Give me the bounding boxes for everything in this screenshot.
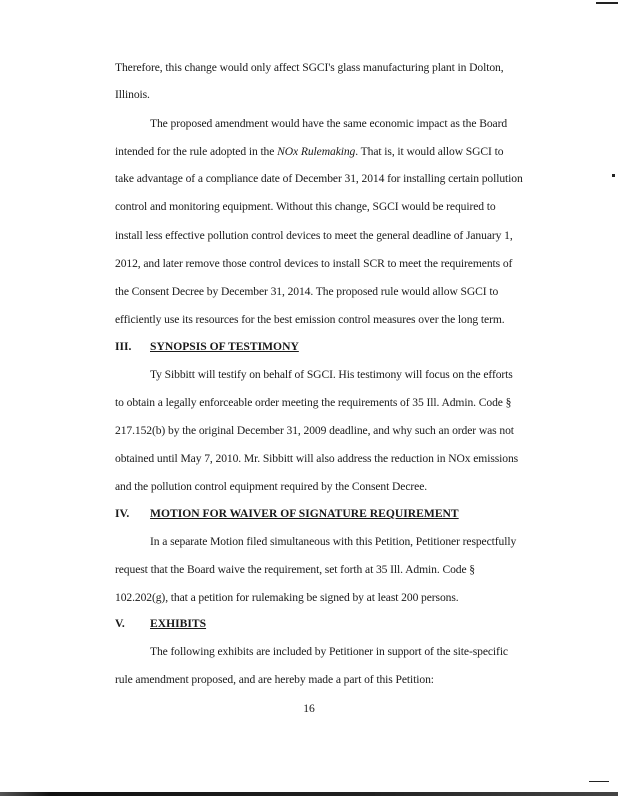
body-line: Therefore, this change would only affect SGCI's glass manufacturing plant in Dolton,: [115, 61, 504, 74]
body-line: The proposed amendment would have the same economic impact as the Board: [150, 117, 508, 130]
scan-bottom-edge: [0, 792, 618, 796]
italic-term: NOx Rulemaking: [277, 145, 356, 158]
body-line: the Consent Decree by December 31, 2014. The proposed rule would allow SGCI to: [115, 285, 499, 298]
section-number: III.: [115, 340, 132, 353]
body-line: install less effective pollution control devices to meet the general deadline of January 1,: [115, 229, 513, 242]
body-line: Ty Sibbitt will testify on behalf of SGCI. His testimony will focus on the efforts: [150, 368, 513, 381]
section-number: V.: [115, 617, 125, 630]
section-title: EXHIBITS: [150, 617, 207, 630]
page-number: 16: [303, 702, 315, 715]
body-line: Illinois.: [115, 88, 150, 101]
section-number: IV.: [115, 507, 130, 520]
body-line: to obtain a legally enforceable order meeting the requirements of 35 Ill. Admin. Code §: [115, 396, 512, 409]
body-line: and the pollution control equipment required by the Consent Decree.: [115, 480, 428, 493]
body-line-with-italic: [115, 145, 503, 159]
text-run: . That is, it would allow SGCI to: [355, 145, 504, 158]
section-title: MOTION FOR WAIVER OF SIGNATURE REQUIREMENT: [150, 507, 459, 520]
body-line: control and monitoring equipment. Without this change, SGCI would be required to: [115, 200, 496, 213]
body-line: 217.152(b) by the original December 31, 2009 deadline, and why such an order was not: [115, 424, 514, 437]
body-line: 2012, and later remove those control devices to install SCR to meet the requirements of: [115, 257, 513, 270]
section-title: SYNOPSIS OF TESTIMONY: [150, 340, 299, 353]
body-line: take advantage of a compliance date of December 31, 2014 for installing certain pollution: [115, 172, 523, 185]
body-line: In a separate Motion filed simultaneous with this Petition, Petitioner respectfully: [150, 535, 517, 548]
scan-mark: [612, 174, 615, 177]
body-line: rule amendment proposed, and are hereby made a part of this Petition:: [115, 673, 434, 686]
body-line: The following exhibits are included by Petitioner in support of the site-specific: [150, 645, 508, 658]
text-run: intended for the rule adopted in the: [115, 145, 275, 158]
scan-mark: [589, 781, 609, 782]
body-line: 102.202(g), that a petition for rulemaking be signed by at least 200 persons.: [115, 591, 459, 604]
body-line: request that the Board waive the requirement, set forth at 35 Ill. Admin. Code §: [115, 563, 476, 576]
scan-mark: [596, 2, 618, 4]
body-line: efficiently use its resources for the best emission control measures over the long term.: [115, 313, 505, 326]
body-line: obtained until May 7, 2010. Mr. Sibbitt will also address the reduction in NOx emissions: [115, 452, 519, 465]
